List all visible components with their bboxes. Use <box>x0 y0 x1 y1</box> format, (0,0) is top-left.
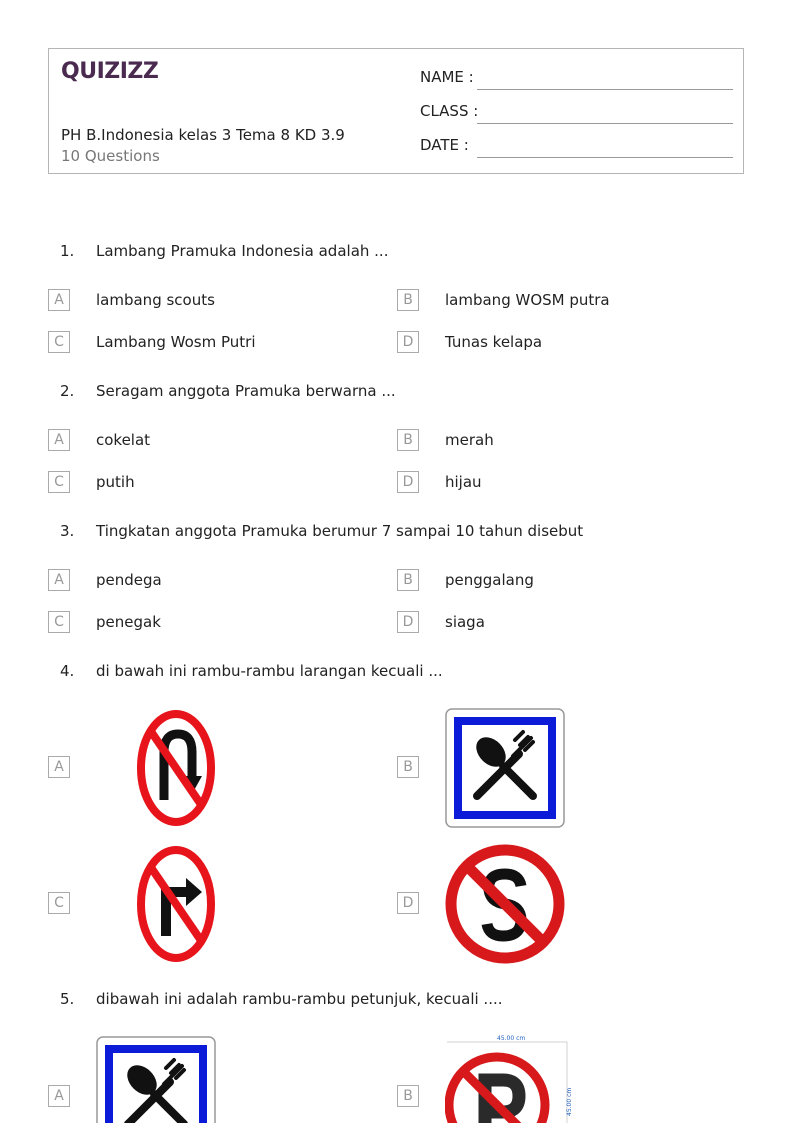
question-text: dibawah ini adalah rambu-rambu petunjuk, kecuali .... <box>96 990 503 1008</box>
option-text: merah <box>445 431 494 449</box>
option-text: penegak <box>96 613 161 631</box>
option-letter-box[interactable]: B <box>397 1085 419 1107</box>
option-letter-box[interactable]: D <box>397 611 419 633</box>
quizizz-logo: QUIZIZZ <box>61 59 159 84</box>
option-text: Lambang Wosm Putri <box>96 333 256 351</box>
no-right-turn-sign-icon <box>136 844 216 964</box>
restaurant-sign-icon <box>96 1036 216 1123</box>
no-parking-sign-icon <box>445 1034 575 1123</box>
option-letter-box[interactable]: C <box>48 471 70 493</box>
option-text: pendega <box>96 571 162 589</box>
option-letter-box[interactable]: A <box>48 756 70 778</box>
restaurant-sign-icon <box>445 708 565 828</box>
option-letter-box[interactable]: C <box>48 611 70 633</box>
dimension-label-side: 45.00 cm <box>566 1087 573 1116</box>
option-letter-box[interactable]: C <box>48 331 70 353</box>
question-text: Seragam anggota Pramuka berwarna ... <box>96 382 396 400</box>
option-text: penggalang <box>445 571 534 589</box>
no-stopping-sign-icon <box>445 844 565 964</box>
option-letter-box[interactable]: B <box>397 289 419 311</box>
worksheet-header <box>48 48 744 174</box>
option-text: hijau <box>445 473 482 491</box>
option-letter-box[interactable]: A <box>48 429 70 451</box>
option-letter-box[interactable]: B <box>397 429 419 451</box>
question-text: Lambang Pramuka Indonesia adalah ... <box>96 242 389 260</box>
question-number: 4. <box>60 662 75 680</box>
question-number: 3. <box>60 522 75 540</box>
option-text: Tunas kelapa <box>445 333 543 351</box>
option-text: putih <box>96 473 135 491</box>
class-label: CLASS : <box>420 102 479 120</box>
question-number: 1. <box>60 242 75 260</box>
option-letter-box[interactable]: D <box>397 892 419 914</box>
option-letter-box[interactable]: C <box>48 892 70 914</box>
date-label: DATE : <box>420 136 469 154</box>
name-line <box>477 89 733 90</box>
option-text: lambang WOSM putra <box>445 291 610 309</box>
option-text: siaga <box>445 613 485 631</box>
worksheet-title: PH B.Indonesia kelas 3 Tema 8 KD 3.9 <box>61 126 345 144</box>
option-letter-box[interactable]: D <box>397 331 419 353</box>
question-count: 10 Questions <box>61 147 160 165</box>
question-number: 5. <box>60 990 75 1008</box>
option-letter-box[interactable]: D <box>397 471 419 493</box>
option-letter-box[interactable]: A <box>48 569 70 591</box>
name-label: NAME : <box>420 68 474 86</box>
no-u-turn-sign-icon <box>136 708 216 828</box>
option-letter-box[interactable]: B <box>397 569 419 591</box>
option-letter-box[interactable]: A <box>48 1085 70 1107</box>
class-line <box>477 123 733 124</box>
date-line <box>477 157 733 158</box>
question-text: di bawah ini rambu-rambu larangan kecuali ... <box>96 662 443 680</box>
dimension-label-top: 45.00 cm <box>497 1035 526 1042</box>
option-letter-box[interactable]: B <box>397 756 419 778</box>
question-number: 2. <box>60 382 75 400</box>
option-letter-box[interactable]: A <box>48 289 70 311</box>
option-text: lambang scouts <box>96 291 215 309</box>
question-text: Tingkatan anggota Pramuka berumur 7 sampai 10 tahun disebut <box>96 522 584 540</box>
option-text: cokelat <box>96 431 151 449</box>
